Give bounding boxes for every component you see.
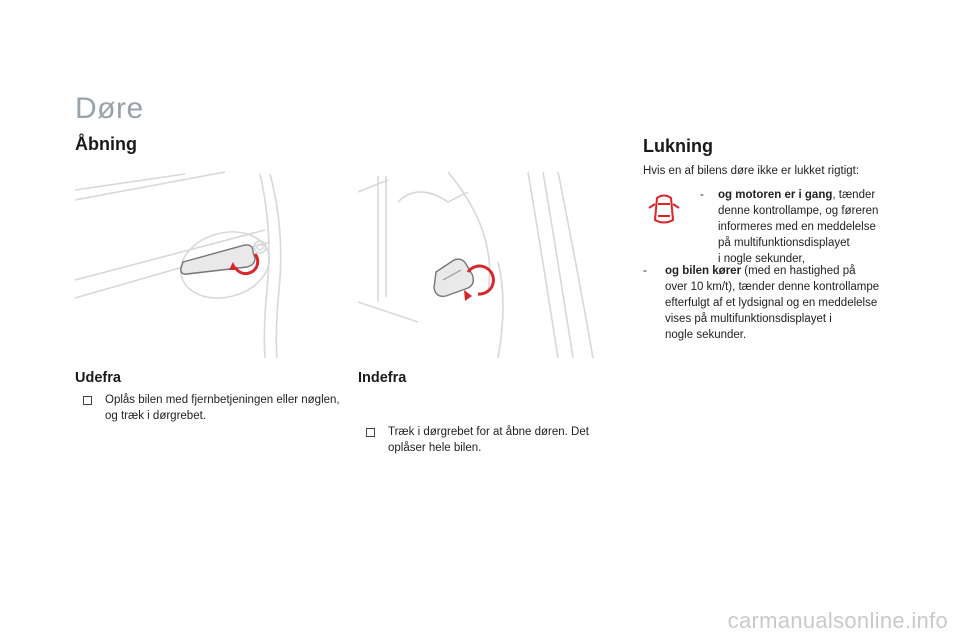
page-title: Døre [75,92,144,125]
item1-line: i nogle sekunder, [718,253,805,265]
outside-instruction-text: Oplås bilen med fjernbetjeningen eller nøglen, og træk i dørgrebet. [105,394,340,422]
closing-item-driving [643,263,923,343]
checkbox-bullet-icon [366,428,375,437]
item1-rest: , tænder [832,189,876,201]
door-open-warning-lamp-icon [646,190,682,230]
inside-instruction-text: Træk i dørgrebet for at åbne døren. Det oplåser hele bilen. [388,426,589,454]
item2-line: over 10 km/t), tænder denne kontrollampe [665,281,880,293]
item1-line: denne kontrollampe, og føreren [718,205,879,217]
subheading-inside: Indefra [358,370,407,386]
item2-line: efterfulgt af et lydsignal og en meddelelse [665,297,878,309]
dash: - [700,189,704,201]
inside-instruction [366,424,628,456]
closing-item-engine-running [700,187,910,267]
outside-door-handle-illustration [75,170,295,358]
item1-line: informeres med en meddelelse [718,221,876,233]
item2-line: vises på multifunktionsdisplayet i [665,313,832,325]
closing-intro: Hvis en af bilens døre ikke er lukket rigtigt: [643,165,860,177]
inside-door-handle-illustration [358,172,598,358]
item1-line: på multifunktionsdisplayet [718,237,850,249]
item2-line: nogle sekunder. [665,329,747,341]
item1-bold: og motoren er i gang [718,189,833,201]
section-heading-opening: Åbning [75,134,137,154]
dash: - [643,265,647,277]
section-heading-closing: Lukning [643,136,713,156]
item2-rest: (med en hastighed på [741,265,856,277]
subheading-outside: Udefra [75,370,121,386]
checkbox-bullet-icon [83,396,92,405]
item2-bold: og bilen kører [665,265,742,277]
watermark: carmanualsonline.info [727,608,948,633]
outside-instruction [83,392,345,424]
